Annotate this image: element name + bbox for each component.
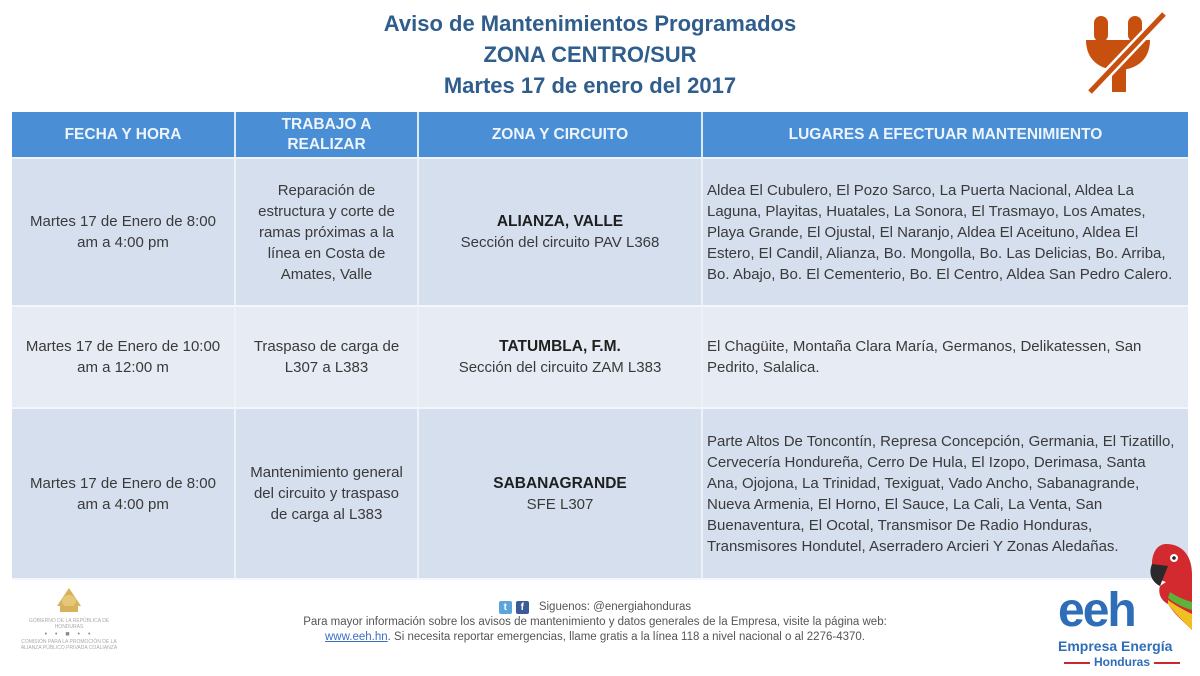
unplug-icon: [1082, 8, 1172, 98]
notice-title: [300, 8, 880, 101]
parrot-icon: [1138, 542, 1194, 634]
footer-text-after-link: . Si necesita reportar emergencias, llame gratis a la línea 118 a nivel nacional o al 2276-4370.: [387, 631, 865, 643]
government-logo: [14, 586, 124, 666]
twitter-icon[interactable]: t: [499, 601, 512, 614]
gov-logo-dots: • • ■ • •: [44, 631, 94, 638]
cell-trabajo: Mantenimiento general del circuito y traspaso de carga al L383: [235, 408, 418, 579]
gov-logo-line-1: GOBIERNO DE LA REPÚBLICA DE HONDURAS: [28, 618, 110, 630]
title-line-3: Martes 17 de enero del 2017: [443, 73, 737, 98]
cell-lugares: Aldea El Cubulero, El Pozo Sarco, La Puerta Nacional, Aldea La Laguna, Playitas, Huatales, La Sonora, El Trasmayo, Los Amates, Playa Grande, El Ojustal, El Naranjo, Aldea El Aceituno, Aldea El Estero, El Candil, Alianza, Bo. Mongolla, Bo. Las Delicias, Bo. Arriba, Bo. Abajo, Bo. El Cementerio, Bo. El Centro, Aldea San Pedro Calero.: [702, 158, 1188, 306]
column-header-lugares: LUGARES A EFECTUAR MANTENIMIENTO: [702, 112, 1188, 158]
cell-zona: [418, 306, 702, 408]
brand-name-line-2: Honduras: [1054, 655, 1190, 669]
coat-of-arms-icon: [52, 586, 86, 618]
zone-name: TATUMBLA, F.M.: [499, 338, 621, 355]
gov-logo-line-2: COMISIÓN PARA LA PROMOCIÓN DE LA ALIANZA PÚBLICO PRIVADA COALIANZA: [20, 639, 118, 651]
zone-name: SABANAGRANDE: [493, 474, 627, 492]
table-header-row: [12, 112, 1188, 158]
footer-text-before-link: Para mayor información sobre los avisos de mantenimiento y datos generales de la Empresa, visite la página web:: [303, 616, 887, 628]
column-header-fecha: FECHA Y HORA: [12, 112, 235, 158]
zone-circuit: SFE L307: [526, 495, 594, 513]
column-header-zona: ZONA Y CIRCUITO: [418, 112, 702, 158]
cell-fecha: Martes 17 de Enero de 8:00 am a 4:00 pm: [12, 158, 235, 306]
eeh-logo-text: eeh: [1058, 584, 1135, 637]
footer-text: [290, 615, 900, 645]
brand-name-line-1: Empresa Energía: [1058, 638, 1173, 654]
maintenance-table: [12, 112, 1188, 580]
cell-zona: [418, 408, 702, 579]
table-row: [12, 158, 1188, 306]
cell-trabajo: Reparación de estructura y corte de ramas próximas a la línea en Costa de Amates, Valle: [235, 158, 418, 306]
table-row: [12, 408, 1188, 579]
social-handle: Siguenos: @energiahonduras: [538, 601, 692, 613]
title-line-2: ZONA CENTRO/SUR: [483, 42, 697, 67]
eeh-logo: [1050, 540, 1200, 676]
cell-fecha: Martes 17 de Enero de 10:00 am a 12:00 m: [12, 306, 235, 408]
cell-lugares: El Chagüite, Montaña Clara María, Germanos, Delikatessen, San Pedrito, Salalica.: [702, 306, 1188, 408]
footer-info: [290, 600, 900, 645]
cell-lugares: Parte Altos De Toncontín, Represa Concepción, Germania, El Tizatillo, Cervecería Hondureña, Cerro De Hula, El Izopo, Derimasa, Santa Ana, Ojojona, La Trinidad, Texiguat, Vado Ancho, Sabanagrande, Nueva Armenia, El Horno, El Sauce, La Cali, La Venta, San Buenaventura, El Ocotal, Transmisor De Radio Honduras, Transmisores Hondutel, Aserradero Arcieri Y Zonas Aledañas.: [702, 408, 1188, 579]
zone-name: ALIANZA, VALLE: [496, 213, 624, 230]
cell-trabajo: Traspaso de carga de L307 a L383: [235, 306, 418, 408]
social-links: [499, 600, 691, 615]
table-row: [12, 306, 1188, 408]
website-link[interactable]: www.eeh.hn: [325, 631, 388, 643]
cell-fecha: Martes 17 de Enero de 8:00 am a 4:00 pm: [12, 408, 235, 579]
cell-zona: [418, 158, 702, 306]
zone-circuit: Sección del circuito ZAM L383: [458, 359, 662, 376]
column-header-trabajo: TRABAJO A REALIZAR: [235, 112, 418, 158]
title-line-1: Aviso de Mantenimientos Programados: [383, 11, 797, 36]
facebook-icon[interactable]: f: [516, 601, 529, 614]
zone-circuit: Sección del circuito PAV L368: [460, 234, 660, 251]
